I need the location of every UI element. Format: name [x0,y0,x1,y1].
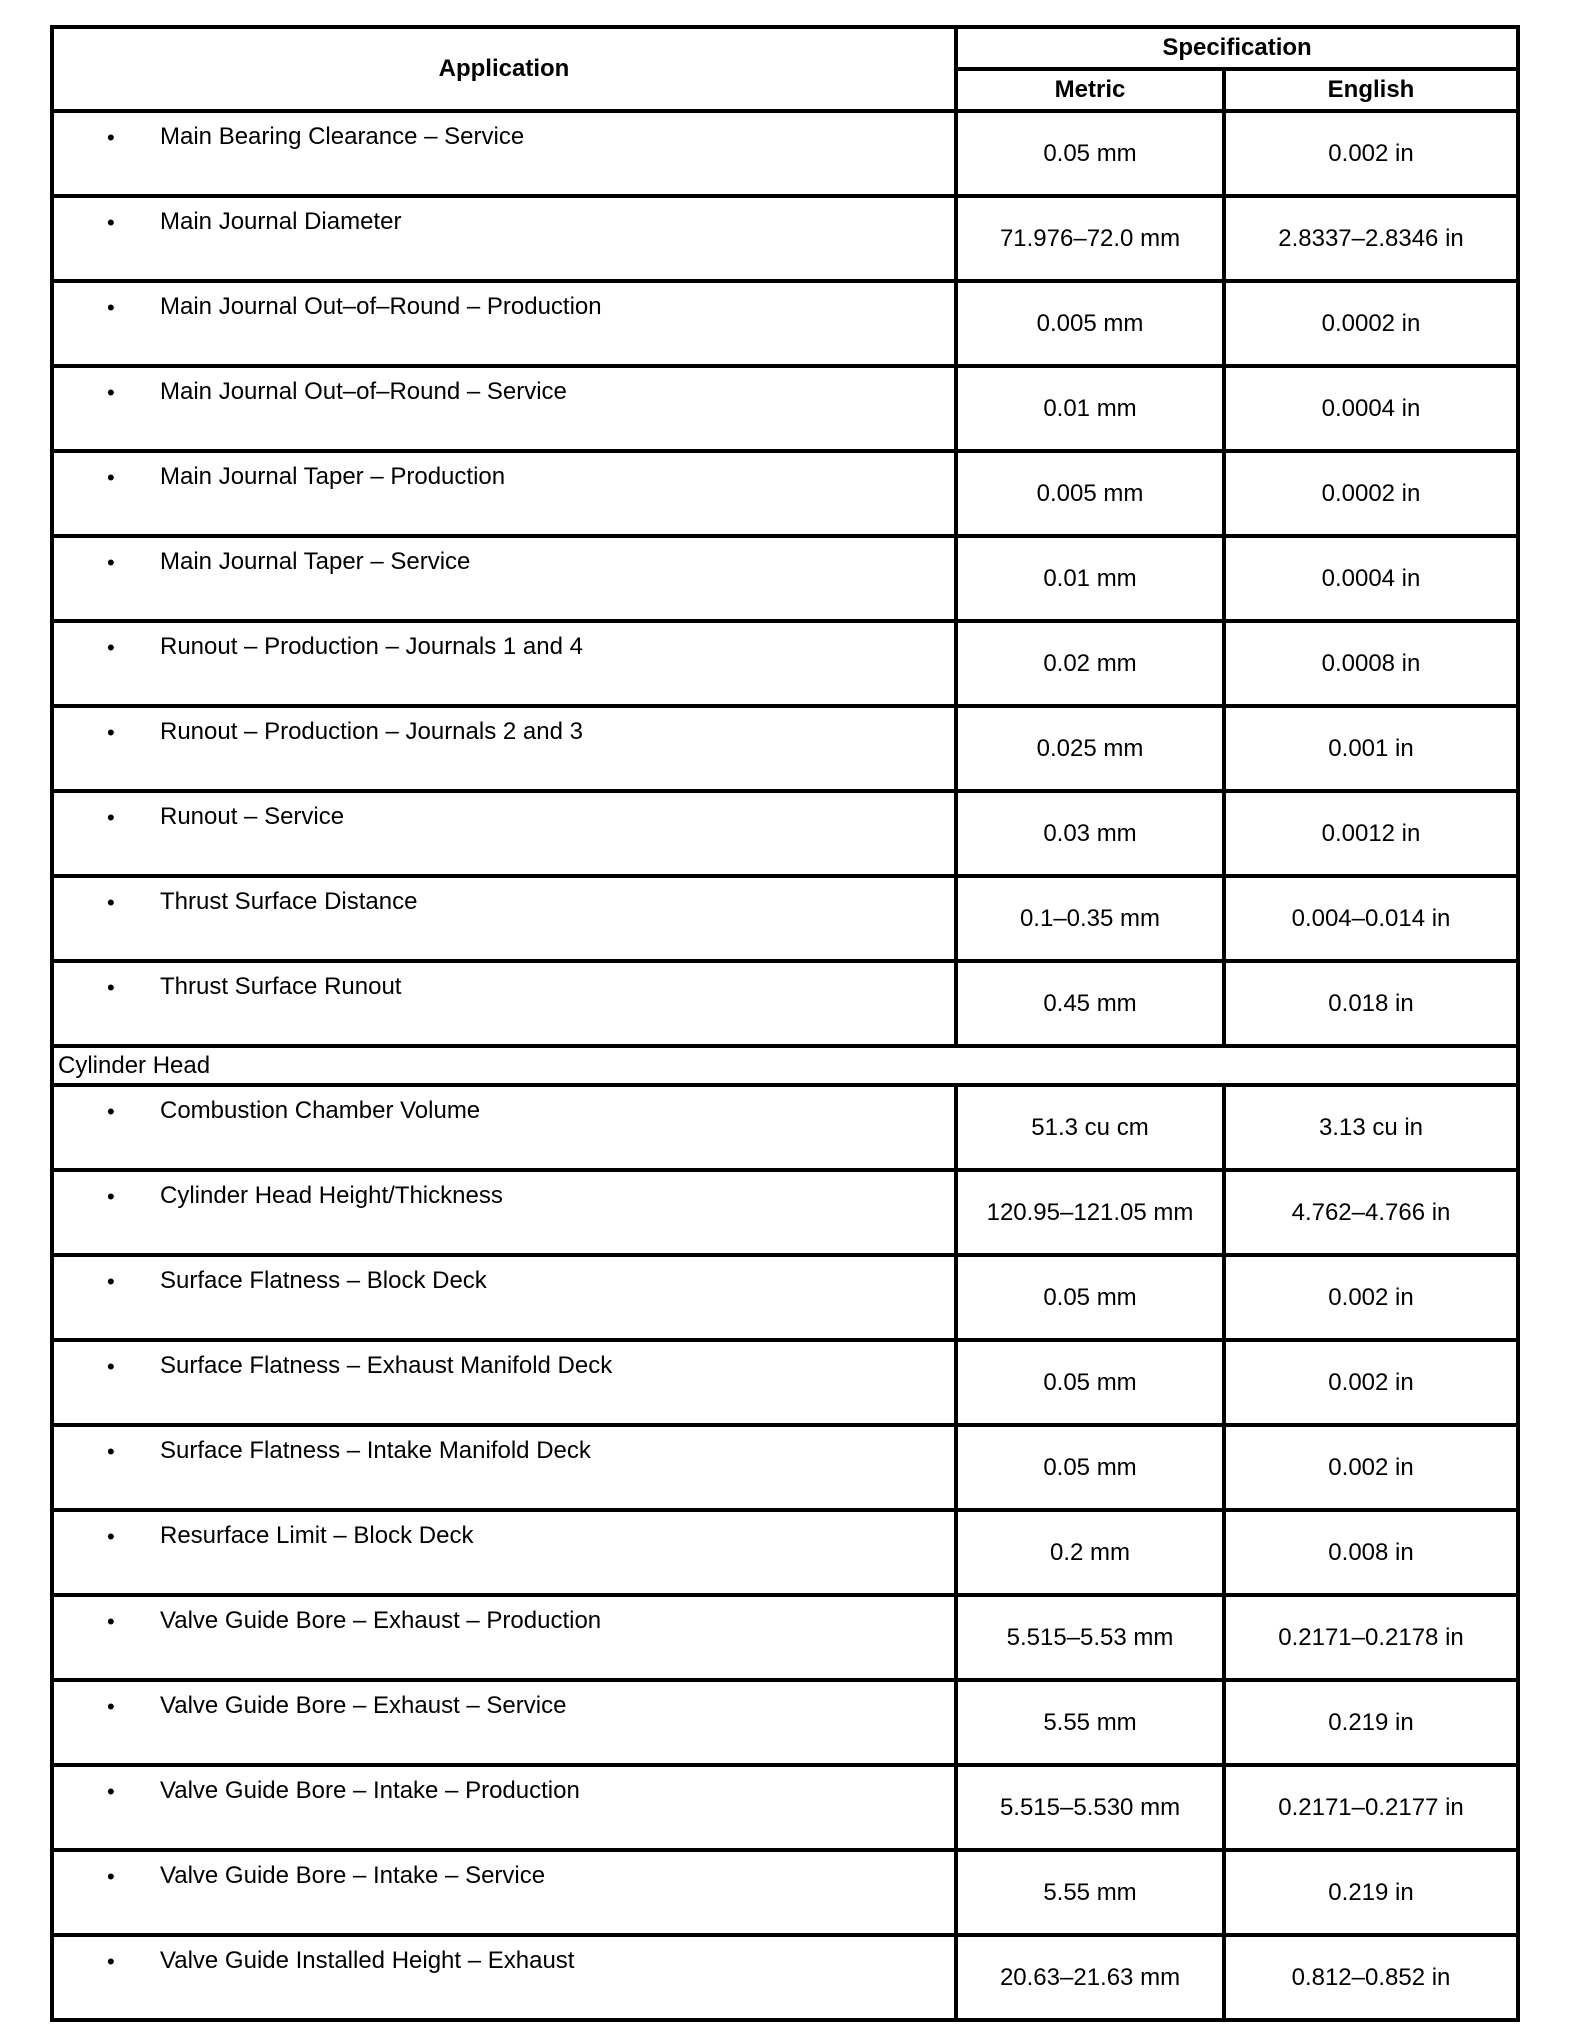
bullet-icon: • [107,1269,115,1294]
english-value: 0.004–0.014 in [1224,876,1518,961]
application-cell [52,196,956,281]
col-header-english: English [1224,69,1518,111]
application-cell [52,621,956,706]
english-value: 0.0002 in [1224,281,1518,366]
application-label: Valve Guide Installed Height – Exhaust [160,1947,575,1974]
application-label: Main Journal Out–of–Round – Service [160,378,567,405]
english-value: 2.8337–2.8346 in [1224,196,1518,281]
application-label: Valve Guide Bore – Exhaust – Production [160,1607,602,1634]
table-row [52,111,1518,196]
col-header-specification: Specification [956,27,1518,69]
bullet-icon: • [107,1099,115,1124]
metric-value: 0.01 mm [956,366,1224,451]
application-cell [52,1595,956,1680]
application-cell [52,536,956,621]
application-cell [52,876,956,961]
application-cell [52,1510,956,1595]
english-value: 0.0012 in [1224,791,1518,876]
application-label: Cylinder Head Height/Thickness [160,1182,503,1209]
english-value: 0.001 in [1224,706,1518,791]
metric-value: 0.005 mm [956,451,1224,536]
bullet-icon: • [107,295,115,320]
metric-value: 5.55 mm [956,1850,1224,1935]
application-label: Runout – Production – Journals 2 and 3 [160,718,583,745]
application-cell [52,1255,956,1340]
application-cell [52,961,956,1046]
table-row [52,451,1518,536]
application-cell [52,1340,956,1425]
table-row [52,961,1518,1046]
metric-value: 0.03 mm [956,791,1224,876]
application-cell [52,451,956,536]
application-cell [52,1850,956,1935]
metric-value: 0.005 mm [956,281,1224,366]
table-body-crankshaft [52,111,1518,1046]
bullet-icon: • [107,1694,115,1719]
table-row [52,1340,1518,1425]
table-row [52,536,1518,621]
bullet-icon: • [107,1184,115,1209]
english-value: 4.762–4.766 in [1224,1170,1518,1255]
bullet-icon: • [107,890,115,915]
metric-value: 0.01 mm [956,536,1224,621]
metric-value: 0.05 mm [956,1425,1224,1510]
application-label: Surface Flatness – Block Deck [160,1267,487,1294]
table-row [52,791,1518,876]
metric-value: 0.1–0.35 mm [956,876,1224,961]
english-value: 0.0004 in [1224,536,1518,621]
english-value: 0.2171–0.2177 in [1224,1765,1518,1850]
application-cell [52,281,956,366]
spec-table [50,25,1520,2022]
metric-value: 0.45 mm [956,961,1224,1046]
application-cell [52,791,956,876]
english-value: 0.0008 in [1224,621,1518,706]
table-row [52,706,1518,791]
metric-value: 0.025 mm [956,706,1224,791]
table-body-cylinder-head [52,1085,1518,2020]
english-value: 0.812–0.852 in [1224,1935,1518,2020]
application-label: Runout – Production – Journals 1 and 4 [160,633,583,660]
bullet-icon: • [107,1779,115,1804]
bullet-icon: • [107,1609,115,1634]
metric-value: 20.63–21.63 mm [956,1935,1224,2020]
metric-value: 0.05 mm [956,1255,1224,1340]
application-label: Surface Flatness – Intake Manifold Deck [160,1437,591,1464]
table-row [52,196,1518,281]
application-cell [52,1085,956,1170]
bullet-icon: • [107,125,115,150]
col-header-metric: Metric [956,69,1224,111]
metric-value: 0.02 mm [956,621,1224,706]
bullet-icon: • [107,550,115,575]
english-value: 0.0004 in [1224,366,1518,451]
application-cell [52,366,956,451]
table-row [52,366,1518,451]
metric-value: 120.95–121.05 mm [956,1170,1224,1255]
table-row [52,621,1518,706]
application-cell [52,1170,956,1255]
table-row [52,1425,1518,1510]
section-title: Cylinder Head [52,1046,1518,1085]
application-cell [52,111,956,196]
bullet-icon: • [107,720,115,745]
table-row [52,1765,1518,1850]
application-label: Surface Flatness – Exhaust Manifold Deck [160,1352,613,1379]
english-value: 0.018 in [1224,961,1518,1046]
application-label: Valve Guide Bore – Intake – Production [160,1777,580,1804]
bullet-icon: • [107,975,115,1000]
application-label: Valve Guide Bore – Intake – Service [160,1862,546,1889]
table-row [52,1850,1518,1935]
table-row [52,1510,1518,1595]
metric-value: 71.976–72.0 mm [956,196,1224,281]
english-value: 0.0002 in [1224,451,1518,536]
table-row [52,1255,1518,1340]
bullet-icon: • [107,1949,115,1974]
bullet-icon: • [107,1354,115,1379]
application-cell [52,1765,956,1850]
english-value: 0.002 in [1224,1255,1518,1340]
table-row [52,1680,1518,1765]
bullet-icon: • [107,635,115,660]
application-label: Main Journal Out–of–Round – Production [160,293,602,320]
metric-value: 5.515–5.53 mm [956,1595,1224,1680]
application-label: Main Journal Taper – Production [160,463,506,490]
table-row [52,281,1518,366]
bullet-icon: • [107,1864,115,1889]
application-cell [52,706,956,791]
english-value: 0.002 in [1224,111,1518,196]
application-label: Resurface Limit – Block Deck [160,1522,474,1549]
metric-value: 51.3 cu cm [956,1085,1224,1170]
application-label: Main Journal Diameter [160,208,402,235]
bullet-icon: • [107,1524,115,1549]
metric-value: 5.55 mm [956,1680,1224,1765]
application-label: Main Bearing Clearance – Service [160,123,525,150]
table-row [52,1595,1518,1680]
application-label: Main Journal Taper – Service [160,548,471,575]
english-value: 0.002 in [1224,1340,1518,1425]
application-cell [52,1425,956,1510]
bullet-icon: • [107,465,115,490]
metric-value: 0.05 mm [956,111,1224,196]
metric-value: 0.2 mm [956,1510,1224,1595]
metric-value: 0.05 mm [956,1340,1224,1425]
table-row [52,876,1518,961]
application-label: Combustion Chamber Volume [160,1097,481,1124]
bullet-icon: • [107,1439,115,1464]
bullet-icon: • [107,380,115,405]
english-value: 0.219 in [1224,1680,1518,1765]
section-row [52,1046,1518,1085]
application-label: Valve Guide Bore – Exhaust – Service [160,1692,567,1719]
table-row [52,1935,1518,2020]
english-value: 0.2171–0.2178 in [1224,1595,1518,1680]
english-value: 3.13 cu in [1224,1085,1518,1170]
english-value: 0.002 in [1224,1425,1518,1510]
bullet-icon: • [107,805,115,830]
bullet-icon: • [107,210,115,235]
application-label: Runout – Service [160,803,345,830]
application-cell [52,1680,956,1765]
application-cell [52,1935,956,2020]
table-row [52,1085,1518,1170]
table-row [52,1170,1518,1255]
english-value: 0.008 in [1224,1510,1518,1595]
application-label: Thrust Surface Distance [160,888,418,915]
table-section [52,1046,1518,1085]
metric-value: 5.515–5.530 mm [956,1765,1224,1850]
application-label: Thrust Surface Runout [160,973,402,1000]
col-header-application: Application [52,27,956,111]
english-value: 0.219 in [1224,1850,1518,1935]
